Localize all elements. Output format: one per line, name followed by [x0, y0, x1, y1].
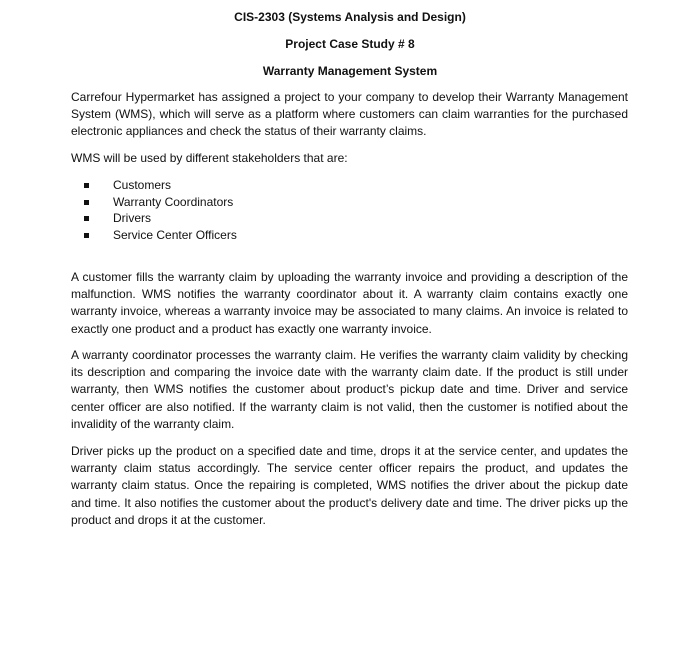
case-study-title: Project Case Study # 8: [285, 37, 415, 51]
stakeholders-intro: WMS will be used by different stakeholders that are:: [71, 151, 348, 165]
list-item: [84, 177, 237, 194]
coordinator-paragraph: A warranty coordinator processes the warranty claim. He verifies the warranty claim validity by checking its description and comparing the invoice date with the warranty claim date. If the product is still under warranty, then WMS notifies the customer about product’s pickup date and time. Driver and service center officer are also notified. If the warranty claim is not valid, then the customer is notified about the invalidity of the warranty claim.: [71, 348, 628, 431]
stakeholder-label: Customers: [113, 178, 172, 192]
list-item: [84, 227, 237, 244]
driver-paragraph: Driver picks up the product on a specified date and time, drops it at the service center, and updates the warranty claim status accordingly. The service center officer repairs the product, and updates the warranty claim status. Once the repairing is completed, WMS notifies the driver about the pickup date and time. It also notifies the customer about the product's delivery date and time. The driver picks up the product and drops it at the customer.: [71, 444, 628, 527]
bullet-icon: [84, 183, 89, 188]
stakeholder-label: Drivers: [113, 211, 151, 225]
course-title: CIS-2303 (Systems Analysis and Design): [234, 10, 466, 24]
list-item: [84, 210, 237, 227]
system-title: Warranty Management System: [262, 64, 438, 78]
bullet-icon: [84, 233, 89, 238]
stakeholder-list: [84, 177, 237, 243]
list-item: [84, 194, 237, 211]
stakeholder-label: Service Center Officers: [113, 227, 237, 242]
stakeholder-label: Warranty Coordinators: [113, 194, 234, 209]
bullet-icon: [84, 200, 89, 205]
intro-paragraph: Carrefour Hypermarket has assigned a project to your company to develop their Warranty Management System (WMS), which will serve as a platform where customers can claim warranties for the purchased electronic appliances and check the status of their warranty claims.: [71, 90, 628, 139]
bullet-icon: [84, 216, 89, 221]
customer-paragraph: A customer fills the warranty claim by uploading the warranty invoice and providing a description of the malfunction. WMS notifies the warranty coordinator about it. A warranty claim contains exactly one warranty invoice, whereas a warranty invoice may be associated to many claims. An invoice is related to exactly one product and a product has exactly one warranty invoice.: [71, 270, 628, 336]
